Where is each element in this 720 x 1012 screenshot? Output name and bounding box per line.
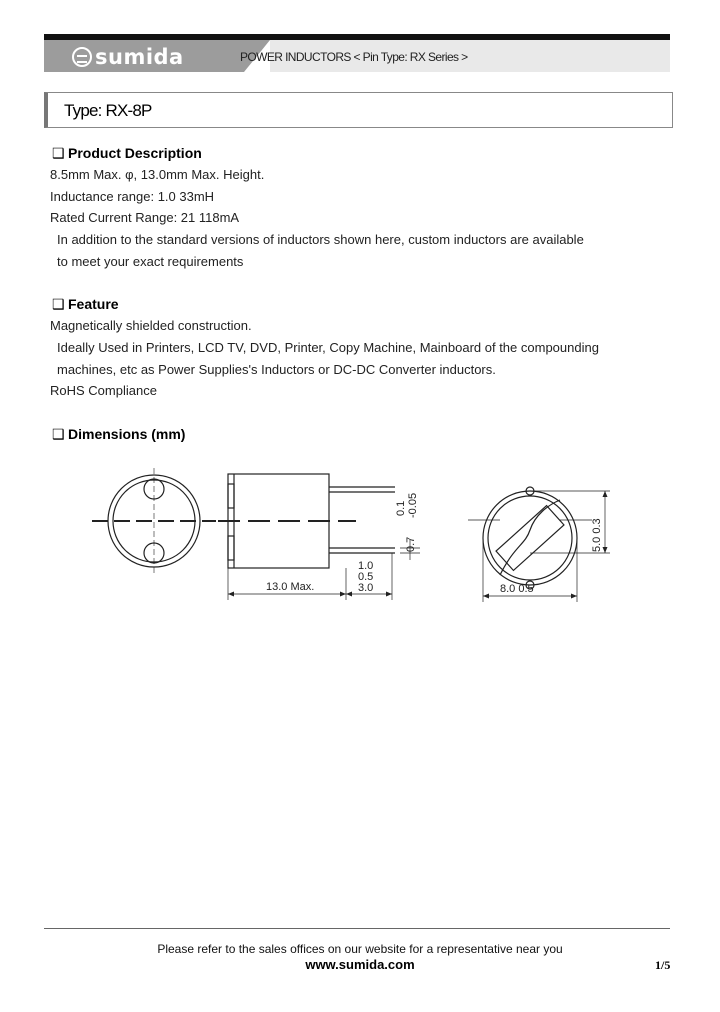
description-line-3: Rated Current Range: 21 118mA xyxy=(50,210,240,225)
bottom-view-core xyxy=(496,506,564,571)
length-label: 13.0 Max. xyxy=(266,581,315,593)
product-description-heading: ❑ Product Description xyxy=(52,145,202,161)
feature-heading: ❑ Feature xyxy=(52,296,119,312)
description-line-4: In addition to the standard versions of inductors shown here, custom inductors are available xyxy=(57,232,584,247)
feature-line-4: RoHS Compliance xyxy=(50,383,157,398)
bullet-icon: ❑ xyxy=(52,426,65,442)
pitch-label: 5.0 0.3 xyxy=(591,518,603,552)
page-number: 1/5 xyxy=(655,958,671,972)
pin-tol-label: 0.1 xyxy=(395,500,407,516)
description-line-2: Inductance range: 1.0 33mH xyxy=(50,189,215,204)
pin-tol-neg-label: -0.05 xyxy=(407,492,419,518)
bullet-icon: ❑ xyxy=(52,296,65,312)
series-title: POWER INDUCTORS < Pin Type: RX Series > xyxy=(240,50,468,64)
diameter-label: 8.0 0.5 xyxy=(500,583,534,595)
pin-len-tol-label: 0.5 xyxy=(358,571,374,583)
feature-line-3: machines, etc as Power Supplies's Inductors or DC-DC Converter inductors. xyxy=(57,362,496,377)
feature-line-1: Magnetically shielded construction. xyxy=(50,318,252,333)
brand-name: sumida xyxy=(95,45,184,69)
feature-line-2: Ideally Used in Printers, LCD TV, DVD, Printer, Copy Machine, Mainboard of the compounding xyxy=(57,340,599,355)
bullet-icon: ❑ xyxy=(52,145,65,161)
description-line-5: to meet your exact requirements xyxy=(57,254,244,269)
bottom-view-body xyxy=(483,491,577,585)
pin-dia-label: 0.7 xyxy=(405,536,417,552)
dimensions-heading: ❑ Dimensions (mm) xyxy=(52,426,186,442)
footer-rule xyxy=(44,928,670,929)
footer-note: Please refer to the sales offices on our website for a representative near you xyxy=(157,942,563,956)
type-label: Type: RX-8P xyxy=(64,101,152,120)
pin-len-label: 3.0 xyxy=(358,582,374,594)
footer-url-link[interactable]: www.sumida.com xyxy=(305,957,415,972)
description-line-1: 8.5mm Max. φ, 13.0mm Max. Height. xyxy=(50,167,265,182)
pin-len-min-label: 1.0 xyxy=(358,560,374,572)
